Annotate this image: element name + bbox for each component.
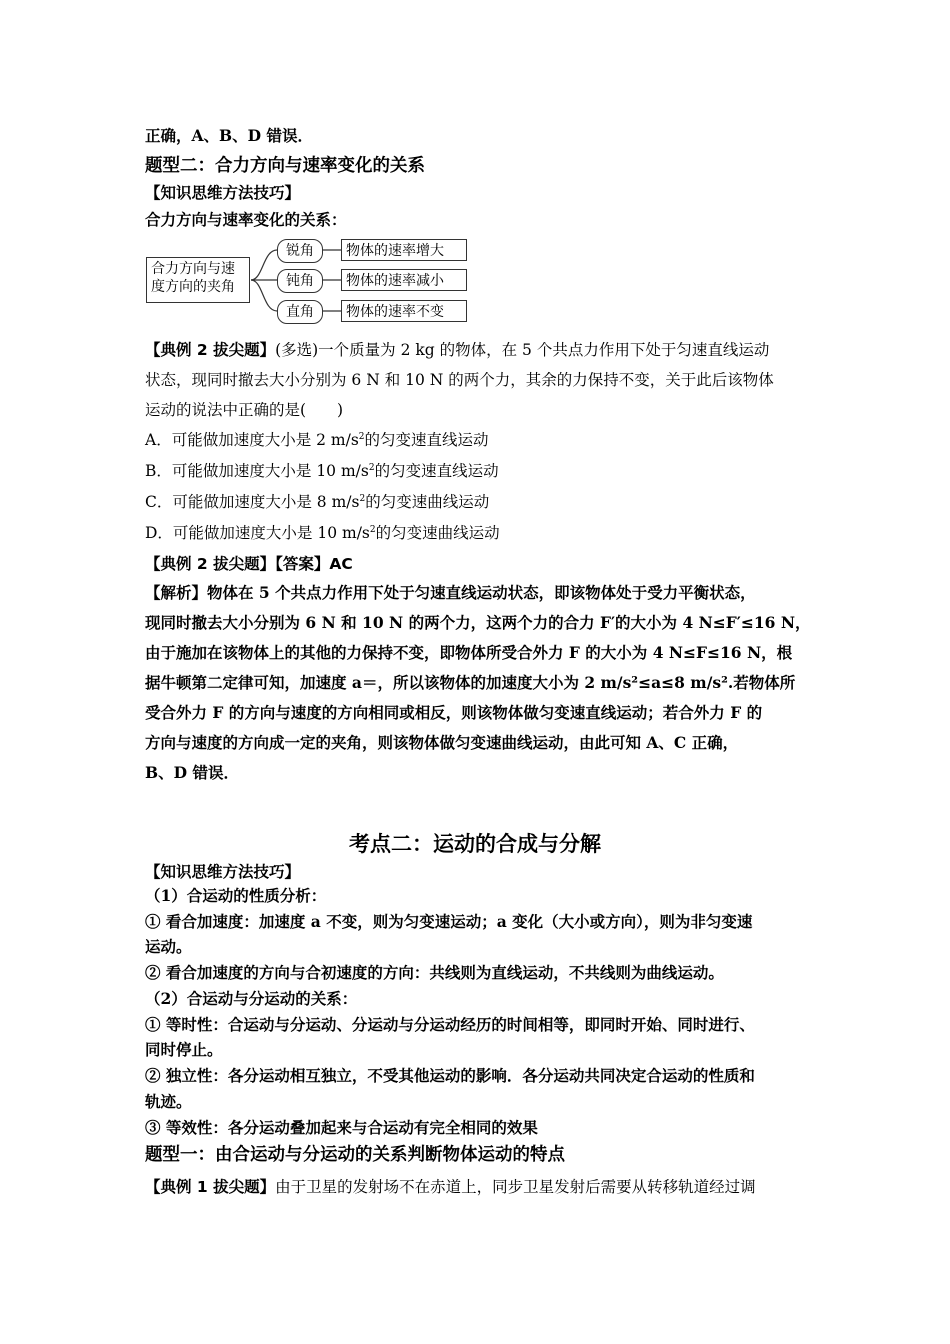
example1-tag: 【典例 1 拔尖题】 <box>145 1178 276 1196</box>
speed-constant-node: 物体的速率不变 <box>341 300 467 322</box>
section2-line1: （1）合运动的性质分析： <box>145 886 327 905</box>
example1-line <box>145 1177 756 1197</box>
example2-tag: 【典例 2 拔尖题】 <box>145 341 276 359</box>
section2-line2: ① 看合加速度：加速度 a 不变，则为匀变速运动；a 变化（大小或方向），则为非匀变速 <box>145 912 753 931</box>
option-d-sup: 2 <box>369 525 376 535</box>
angle-relation-diagram <box>145 236 485 328</box>
analysis-line2: 现同时撤去大小分别为 6 N 和 10 N 的两个力，这两个力的合力 F′的大小为 4 N≤F′≤16 N， <box>145 613 811 632</box>
right-angle-node: 直角 <box>277 300 323 324</box>
analysis-line4: 据牛顿第二定律可知，加速度 a＝，所以该物体的加速度大小为 2 m/s²≤a≤8 m/s².若物体所 <box>145 673 796 692</box>
section2-line3: 运动。 <box>145 937 192 956</box>
example2-question-line1 <box>145 340 769 360</box>
option-d-text: D．可能做加速度大小是 10 m/s <box>145 524 370 542</box>
answer-tag: 【典例 2 拔尖题】【答案】 <box>145 555 330 573</box>
analysis-line6: 方向与速度的方向成一定的夹角，则该物体做匀变速曲线运动，由此可知 A、C 正确， <box>145 733 739 752</box>
analysis-line1 <box>145 583 756 603</box>
section2-line10: ③ 等效性：各分运动叠加起来与合运动有完全相同的效果 <box>145 1118 538 1137</box>
analysis-text1: 物体在 5 个共点力作用下处于匀速直线运动状态，即该物体处于受力平衡状态， <box>207 583 756 602</box>
option-c-tail: 的匀变速曲线运动 <box>365 493 490 511</box>
option-b <box>145 461 499 481</box>
option-b-tail: 的匀变速直线运动 <box>374 462 499 480</box>
option-c-text: C．可能做加速度大小是 8 m/s <box>145 493 360 511</box>
section2-title: 考点二：运动的合成与分解 <box>349 832 601 856</box>
option-a <box>145 430 489 450</box>
section2-line6: ① 等时性：合运动与分运动、分运动与分运动经历的时间相等，即同时开始、同时进行、 <box>145 1015 755 1034</box>
knowledge-tag: 【知识思维方法技巧】 <box>145 184 301 202</box>
example2-question-line3: 运动的说法中正确的是( ) <box>145 401 344 419</box>
option-a-sup: 2 <box>358 432 365 442</box>
section2-line4: ② 看合加速度的方向与合初速度的方向：共线则为直线运动，不共线则为曲线运动。 <box>145 963 724 982</box>
answer-value: AC <box>329 555 353 573</box>
analysis-line3: 由于施加在该物体上的其他的力保持不变，即物体所受合外力 F 的大小为 4 N≤F≤16 N，根 <box>145 643 793 662</box>
option-a-text: A．可能做加速度大小是 2 m/s <box>145 431 359 449</box>
answer-line <box>145 554 353 574</box>
analysis-tag: 【解析】 <box>145 584 208 602</box>
section-heading-type1: 题型一：由合运动与分运动的关系判断物体运动的特点 <box>145 1145 565 1165</box>
section2-line5: （2）合运动与分运动的关系： <box>145 989 358 1008</box>
option-b-sup: 2 <box>368 463 375 473</box>
section2-line9: 轨迹。 <box>145 1092 192 1111</box>
option-c <box>145 492 489 512</box>
example2-question-line2: 状态，现同时撤去大小分别为 6 N 和 10 N 的两个力，其余的力保持不变，关于此后该物体 <box>145 371 774 389</box>
option-d <box>145 523 500 543</box>
speed-decrease-node: 物体的速率减小 <box>341 269 467 291</box>
speed-increase-node: 物体的速率增大 <box>341 239 467 261</box>
relation-intro: 合力方向与速率变化的关系： <box>145 210 347 229</box>
angle-box <box>146 257 250 303</box>
section2-line7: 同时停止。 <box>145 1040 223 1059</box>
angle-box-line1: 合力方向与速 <box>151 261 235 277</box>
previous-answer-line: 正确，A、B、D 错误． <box>145 126 313 145</box>
obtuse-angle-node: 钝角 <box>277 269 323 293</box>
analysis-line5: 受合外力 F 的方向与速度的方向相同或相反，则该物体做匀变速直线运动；若合外力 F 的 <box>145 703 763 722</box>
analysis-line7: B、D 错误． <box>145 763 239 782</box>
option-b-text: B．可能做加速度大小是 10 m/s <box>145 462 369 480</box>
option-c-sup: 2 <box>359 494 366 504</box>
section-heading-type2: 题型二：合力方向与速率变化的关系 <box>145 156 425 176</box>
example1-text: 由于卫星的发射场不在赤道上，同步卫星发射后需要从转移轨道经过调 <box>275 1178 756 1196</box>
section2-line8: ② 独立性：各分运动相互独立，不受其他运动的影响．各分运动共同决定合运动的性质和 <box>145 1066 755 1085</box>
option-d-tail: 的匀变速曲线运动 <box>375 524 500 542</box>
section2-knowledge-tag: 【知识思维方法技巧】 <box>145 863 301 881</box>
acute-angle-node: 锐角 <box>277 239 323 263</box>
option-a-tail: 的匀变速直线运动 <box>364 431 489 449</box>
example2-q1-text: (多选)一个质量为 2 kg 的物体，在 5 个共点力作用下处于匀速直线运动 <box>275 341 770 359</box>
angle-box-line2: 度方向的夹角 <box>151 279 235 295</box>
